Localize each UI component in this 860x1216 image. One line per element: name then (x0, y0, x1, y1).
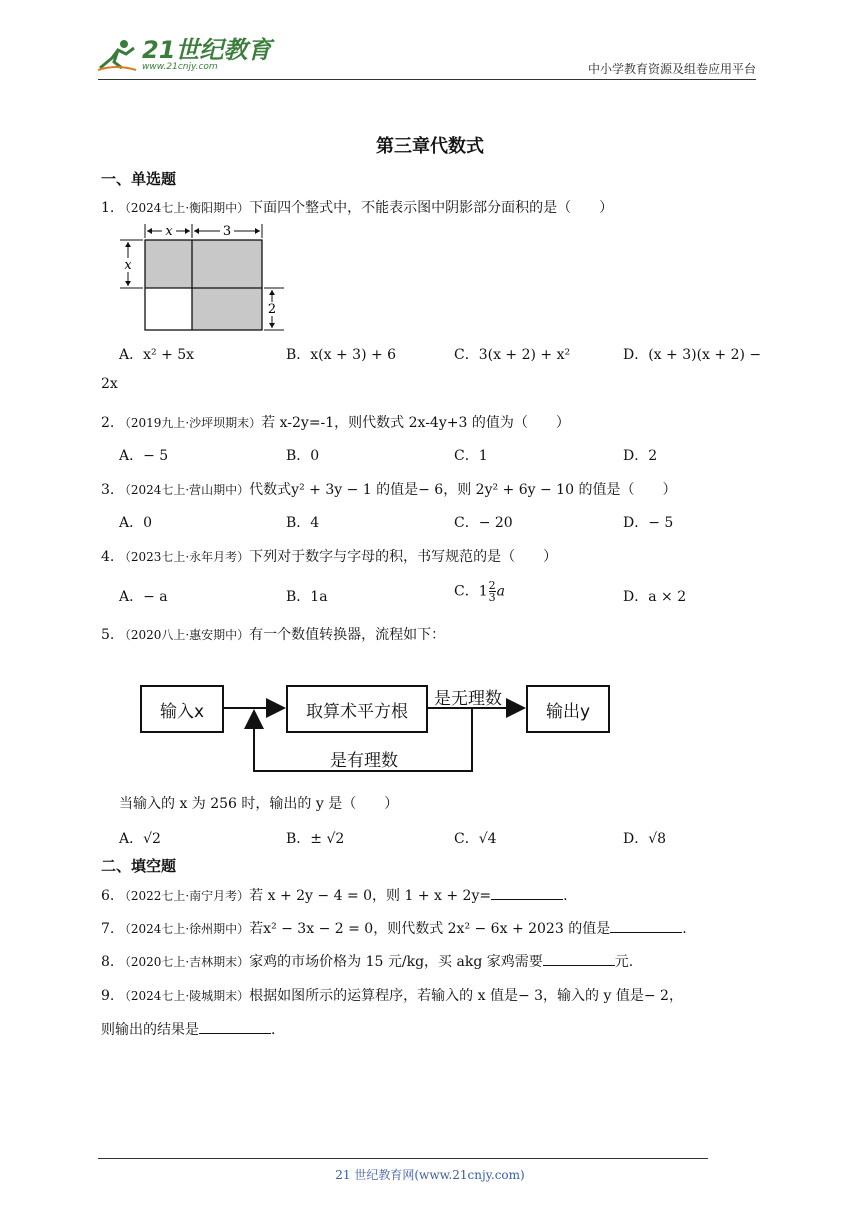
q1-option-a: A．x² + 5x (119, 347, 195, 363)
question-source: （2020七上·吉林期末） (118, 955, 250, 969)
logo-text: 21世纪教育 (142, 36, 272, 64)
fraction-variable: a (496, 583, 505, 600)
question-source: （2020八上·惠安期中） (118, 628, 250, 642)
question-5 (101, 624, 445, 644)
question-number: 6. (101, 888, 115, 904)
q5-option-c: C．√4 (454, 831, 497, 847)
question-source: （2024七上·陵城期末） (118, 989, 250, 1003)
q1-option-d-continued: 2x (101, 376, 118, 392)
answer-blank[interactable] (543, 951, 615, 966)
q3-option-c: C．− 20 (454, 515, 513, 531)
question-number: 5. (101, 627, 115, 643)
question-end: . (271, 1022, 276, 1038)
site-logo (96, 38, 271, 72)
question-text: 则输出的结果是 (101, 1022, 199, 1038)
question-text: 下面四个整式中，不能表示图中阴影部分面积的是（ ） (249, 200, 614, 216)
q5-option-d: D．√8 (623, 831, 667, 847)
question-number: 8. (101, 954, 115, 970)
flow-process-box: 取算术平方根 (286, 685, 428, 733)
q3-option-a: A．0 (119, 515, 153, 531)
question-end: . (682, 921, 687, 937)
question-number: 1. (101, 200, 115, 216)
dim-three: 3 (222, 224, 232, 239)
question-6 (101, 885, 568, 905)
question-text: 代数式y² + 3y − 1 的值是− 6，则 2y² + 6y − 10 的值是（ ） (249, 482, 677, 498)
question-number: 4. (101, 549, 115, 565)
dim-two: 2 (267, 302, 277, 317)
question-number: 9. (101, 988, 115, 1004)
q2-option-d: D．2 (623, 448, 658, 464)
q1-option-b: B．x(x + 3) + 6 (286, 347, 397, 363)
question-source: （2022七上·南宁月考） (118, 889, 250, 903)
area-figure (112, 218, 292, 336)
q4-option-c (454, 580, 505, 603)
q2-option-c: C．1 (454, 448, 488, 464)
q3-option-b: B．4 (286, 515, 320, 531)
question-text: 下列对于数字与字母的积，书写规范的是（ ） (249, 549, 558, 565)
page-title: 第三章代数式 (376, 136, 484, 157)
q4-option-b: B．1a (286, 589, 328, 605)
q3-option-d: D．− 5 (623, 515, 674, 531)
question-number: 2. (101, 415, 115, 431)
question-2 (101, 412, 570, 432)
dim-x-top: x (165, 224, 173, 239)
question-source: （2024七上·徐州期中） (118, 922, 250, 936)
flow-output-box: 输出y (526, 685, 610, 733)
question-number: 7. (101, 921, 115, 937)
question-source: （2024七上·衡阳期中） (118, 201, 250, 215)
answer-blank[interactable] (610, 918, 682, 933)
q4-option-d: D．a × 2 (623, 589, 687, 605)
header-divider (98, 79, 756, 80)
q1-option-d: D．(x + 3)(x + 2) − (623, 347, 762, 363)
question-text: 若 x + 2y − 4 = 0，则 1 + x + 2y= (249, 888, 492, 904)
runner-logo-icon (96, 38, 138, 72)
question-source: （2023七上·永年月考） (118, 550, 250, 564)
flow-label-rational: 是有理数 (330, 751, 398, 771)
question-8 (101, 951, 633, 971)
q5-option-a: A．√2 (119, 831, 161, 847)
mixed-fraction (489, 580, 496, 603)
question-text: 根据如图所示的运算程序，若输入的 x 值是− 3，输入的 y 值是− 2， (249, 988, 683, 1004)
question-end: . (563, 888, 568, 904)
question-text: 有一个数值转换器，流程如下： (249, 627, 446, 643)
question-number: 3. (101, 482, 115, 498)
question-5-subtext: 当输入的 x 为 256 时，输出的 y 是（ ） (119, 796, 399, 812)
platform-label: 中小学教育资源及组卷应用平台 (587, 62, 756, 76)
flow-label-irrational: 是无理数 (434, 689, 502, 709)
section-heading-single-choice: 一、单选题 (101, 170, 177, 188)
q2-option-b: B．0 (286, 448, 320, 464)
question-source: （2024七上·营山期中） (118, 483, 250, 497)
fraction-denominator: 3 (488, 591, 496, 604)
dim-x-left: x (124, 258, 132, 273)
question-4 (101, 546, 557, 566)
question-text: 若 x-2y=-1，则代数式 2x-4y+3 的值为（ ） (261, 415, 570, 431)
question-1 (101, 197, 613, 217)
logo-url: www.21cnjy.com (142, 62, 218, 72)
question-7 (101, 918, 687, 938)
answer-blank[interactable] (199, 1019, 271, 1034)
question-3 (101, 479, 676, 499)
question-text: 家鸡的市场价格为 15 元/kg，买 akg 家鸡需要 (249, 954, 543, 970)
question-source: （2019九上·沙坪坝期末） (118, 416, 262, 430)
question-9-line2 (101, 1019, 275, 1039)
footer-link[interactable]: 21 世纪教育网(www.21cnjy.com) (335, 1168, 525, 1182)
q5-option-b: B．± √2 (286, 831, 345, 847)
section-heading-fill-in: 二、填空题 (101, 857, 177, 875)
q4-option-c-label: C．1 (454, 583, 488, 600)
answer-blank[interactable] (491, 885, 563, 900)
q4-option-a: A．− a (119, 589, 168, 605)
question-9 (101, 985, 683, 1005)
question-text: 若x² − 3x − 2 = 0，则代数式 2x² − 6x + 2023 的值是 (249, 921, 611, 937)
footer-divider (98, 1158, 708, 1159)
flow-input-box: 输入x (140, 685, 224, 733)
q1-option-c: C．3(x + 2) + x² (454, 347, 571, 363)
question-end: 元. (614, 954, 634, 970)
q2-option-a: A．− 5 (119, 448, 169, 464)
fraction-numerator: 2 (488, 579, 496, 592)
